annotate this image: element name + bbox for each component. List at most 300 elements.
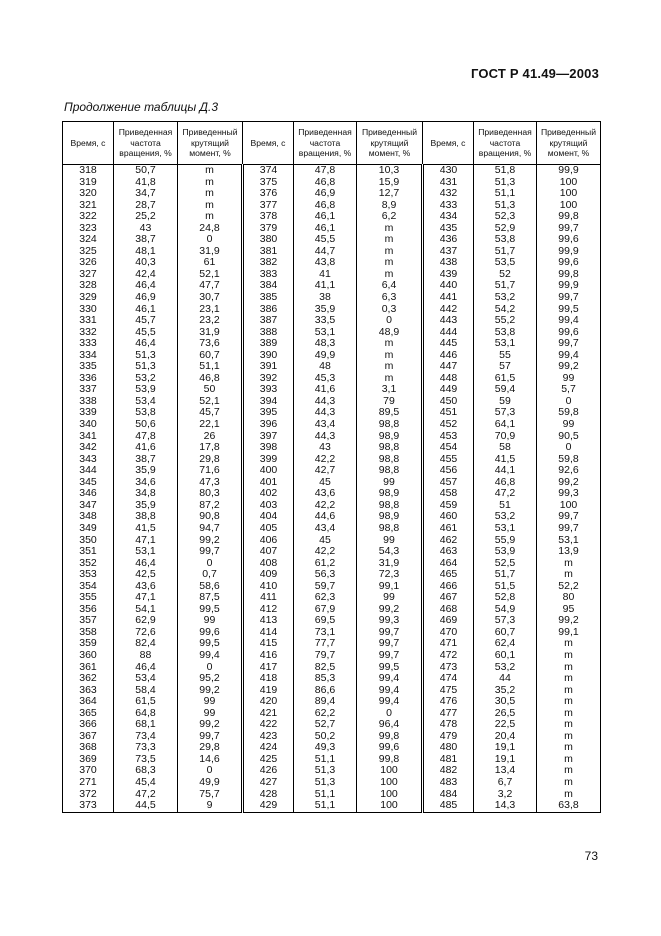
- table-cell: 100: [537, 500, 601, 512]
- table-cell: m: [537, 569, 601, 581]
- table-cell: 3,2: [474, 789, 537, 801]
- table-cell: 35,9: [114, 500, 178, 512]
- table-cell: 353: [63, 569, 114, 581]
- table-cell: 13,4: [474, 765, 537, 777]
- table-cell: 362: [63, 673, 114, 685]
- table-cell: 61,5: [114, 696, 178, 708]
- table-cell: 53,2: [474, 662, 537, 674]
- table-cell: 450: [423, 396, 474, 408]
- table-cell: 399: [243, 454, 294, 466]
- table-cell: 99,6: [357, 742, 423, 754]
- table-cell: 79,7: [294, 650, 357, 662]
- table-cell: 51,7: [474, 280, 537, 292]
- table-cell: 63,8: [537, 800, 601, 812]
- table-cell: 392: [243, 373, 294, 385]
- table-cell: 45,7: [178, 407, 243, 419]
- table-cell: 52,3: [474, 211, 537, 223]
- table-cell: 8,9: [357, 200, 423, 212]
- table-cell: 35,9: [114, 465, 178, 477]
- table-cell: 99,1: [357, 581, 423, 593]
- table-cell: 411: [243, 592, 294, 604]
- table-cell: 99: [537, 419, 601, 431]
- table-cell: 47,3: [178, 477, 243, 489]
- table-cell: 391: [243, 361, 294, 373]
- table-cell: 53,8: [474, 327, 537, 339]
- table-cell: 406: [243, 535, 294, 547]
- table-cell: 47,8: [294, 165, 357, 177]
- table-cell: 403: [243, 500, 294, 512]
- table-cell: 60,7: [178, 350, 243, 362]
- table-cell: 3,1: [357, 384, 423, 396]
- table-cell: 26: [178, 431, 243, 443]
- table-cell: 448: [423, 373, 474, 385]
- table-cell: 51,1: [474, 188, 537, 200]
- table-cell: 13,9: [537, 546, 601, 558]
- table-cell: 463: [423, 546, 474, 558]
- table-cell: 46,8: [294, 177, 357, 189]
- table-cell: 100: [537, 177, 601, 189]
- table-cell: 87,2: [178, 500, 243, 512]
- table-cell: 357: [63, 615, 114, 627]
- table-cell: 59,8: [537, 454, 601, 466]
- table-cell: 421: [243, 708, 294, 720]
- table-cell: 62,3: [294, 592, 357, 604]
- table-row: [63, 165, 601, 177]
- table-cell: 53,1: [474, 338, 537, 350]
- table-cell: 98,8: [357, 419, 423, 431]
- table-cell: 43,6: [294, 488, 357, 500]
- table-cell: 366: [63, 719, 114, 731]
- table-cell: 485: [423, 800, 474, 812]
- table-cell: m: [357, 234, 423, 246]
- table-cell: 473: [423, 662, 474, 674]
- table-cell: 324: [63, 234, 114, 246]
- table-cell: 435: [423, 223, 474, 235]
- table-cell: 47,1: [114, 592, 178, 604]
- table-cell: 75,7: [178, 789, 243, 801]
- table-cell: m: [357, 223, 423, 235]
- table-cell: m: [357, 373, 423, 385]
- table-cell: 44,3: [294, 407, 357, 419]
- table-cell: 373: [63, 800, 114, 812]
- table-cell: 332: [63, 327, 114, 339]
- table-cell: 52,8: [474, 592, 537, 604]
- table-cell: 50,6: [114, 419, 178, 431]
- table-cell: 51,7: [474, 246, 537, 258]
- table-cell: 437: [423, 246, 474, 258]
- table-cell: 475: [423, 685, 474, 697]
- table-cell: 363: [63, 685, 114, 697]
- table-cell: 443: [423, 315, 474, 327]
- table-cell: 398: [243, 442, 294, 454]
- table-cell: 484: [423, 789, 474, 801]
- table-cell: 73,5: [114, 754, 178, 766]
- table-cell: 431: [423, 177, 474, 189]
- table-cell: 29,8: [178, 742, 243, 754]
- table-cell: 99: [357, 477, 423, 489]
- table-cell: 47,8: [114, 431, 178, 443]
- table-cell: 456: [423, 465, 474, 477]
- table-cell: 89,4: [294, 696, 357, 708]
- table-cell: 0: [537, 396, 601, 408]
- table-cell: 355: [63, 592, 114, 604]
- table-cell: 53,9: [114, 384, 178, 396]
- table-cell: 479: [423, 731, 474, 743]
- table-cell: m: [537, 708, 601, 720]
- table-row: [63, 696, 601, 708]
- column-header: Время, с: [243, 122, 294, 165]
- table-cell: 45,5: [114, 327, 178, 339]
- table-row: [63, 523, 601, 535]
- table-cell: m: [537, 731, 601, 743]
- table-cell: 318: [63, 165, 114, 177]
- table-cell: 52,9: [474, 223, 537, 235]
- table-cell: 372: [63, 789, 114, 801]
- table-row: [63, 419, 601, 431]
- table-cell: 99: [178, 708, 243, 720]
- table-cell: 99: [178, 615, 243, 627]
- table-cell: 46,1: [114, 304, 178, 316]
- table-cell: 73,6: [178, 338, 243, 350]
- table-cell: 323: [63, 223, 114, 235]
- table-cell: 56,3: [294, 569, 357, 581]
- table-cell: 44,7: [294, 246, 357, 258]
- table-cell: 99,7: [178, 731, 243, 743]
- table-cell: 23,2: [178, 315, 243, 327]
- table-cell: 98,8: [357, 442, 423, 454]
- table-cell: 389: [243, 338, 294, 350]
- table-cell: 40,3: [114, 257, 178, 269]
- table-cell: 100: [357, 777, 423, 789]
- table-cell: 43,4: [294, 419, 357, 431]
- table-cell: 61: [178, 257, 243, 269]
- table-cell: 62,4: [474, 638, 537, 650]
- table-cell: 482: [423, 765, 474, 777]
- table-cell: 53,2: [474, 292, 537, 304]
- table-cell: 461: [423, 523, 474, 535]
- table-cell: 352: [63, 558, 114, 570]
- table-cell: 427: [243, 777, 294, 789]
- table-cell: 22,5: [474, 719, 537, 731]
- table-cell: 31,9: [178, 246, 243, 258]
- table-cell: 474: [423, 673, 474, 685]
- table-cell: 331: [63, 315, 114, 327]
- table-cell: 451: [423, 407, 474, 419]
- table-cell: 321: [63, 200, 114, 212]
- table-cell: 453: [423, 431, 474, 443]
- table-cell: 99,5: [537, 304, 601, 316]
- table-cell: 271: [63, 777, 114, 789]
- table-cell: 459: [423, 500, 474, 512]
- table-cell: 50,2: [294, 731, 357, 743]
- table-cell: 367: [63, 731, 114, 743]
- table-cell: 374: [243, 165, 294, 177]
- table-cell: 339: [63, 407, 114, 419]
- table-cell: 52,5: [474, 558, 537, 570]
- table-cell: 28,7: [114, 200, 178, 212]
- table-cell: m: [537, 765, 601, 777]
- table-cell: 465: [423, 569, 474, 581]
- table-cell: 35,9: [294, 304, 357, 316]
- table-cell: 90,5: [537, 431, 601, 443]
- table-cell: 85,3: [294, 673, 357, 685]
- table-cell: 408: [243, 558, 294, 570]
- table-cell: 365: [63, 708, 114, 720]
- table-cell: m: [178, 165, 243, 177]
- table-cell: 48,3: [294, 338, 357, 350]
- table-cell: 14,6: [178, 754, 243, 766]
- table-cell: 6,4: [357, 280, 423, 292]
- table-cell: 47,7: [178, 280, 243, 292]
- table-cell: 58,4: [114, 685, 178, 697]
- table-row: [63, 315, 601, 327]
- table-cell: 99,6: [537, 327, 601, 339]
- table-cell: 440: [423, 280, 474, 292]
- table-cell: 343: [63, 454, 114, 466]
- table-cell: 15,9: [357, 177, 423, 189]
- table-cell: 5,7: [537, 384, 601, 396]
- table-cell: 99,5: [357, 662, 423, 674]
- table-cell: 59,4: [474, 384, 537, 396]
- table-cell: 54,2: [474, 304, 537, 316]
- table-cell: 43,4: [294, 523, 357, 535]
- table-cell: 10,3: [357, 165, 423, 177]
- table-cell: 422: [243, 719, 294, 731]
- table-cell: 436: [423, 234, 474, 246]
- table-cell: 99,4: [357, 673, 423, 685]
- table-cell: 49,9: [294, 350, 357, 362]
- table-cell: 53,2: [114, 373, 178, 385]
- table-cell: 384: [243, 280, 294, 292]
- table-cell: 31,9: [357, 558, 423, 570]
- table-cell: m: [357, 350, 423, 362]
- table-cell: 400: [243, 465, 294, 477]
- table-cell: 99,6: [537, 257, 601, 269]
- table-cell: 51,1: [294, 800, 357, 812]
- table-cell: 60,1: [474, 650, 537, 662]
- table-cell: 95,2: [178, 673, 243, 685]
- table-cell: 333: [63, 338, 114, 350]
- table-cell: m: [537, 650, 601, 662]
- table-cell: 483: [423, 777, 474, 789]
- table-cell: 350: [63, 535, 114, 547]
- table-cell: 42,7: [294, 465, 357, 477]
- table-cell: 47,1: [114, 535, 178, 547]
- table-cell: 59,7: [294, 581, 357, 593]
- table-cell: 477: [423, 708, 474, 720]
- table-cell: 60,7: [474, 627, 537, 639]
- table-cell: 405: [243, 523, 294, 535]
- table-cell: 99,2: [178, 685, 243, 697]
- table-cell: 94,7: [178, 523, 243, 535]
- table-row: [63, 569, 601, 581]
- table-cell: 64,1: [474, 419, 537, 431]
- table-cell: 95: [537, 604, 601, 616]
- table-cell: 46,8: [178, 373, 243, 385]
- table-cell: 42,4: [114, 269, 178, 281]
- table-cell: 336: [63, 373, 114, 385]
- table-cell: 99,4: [178, 650, 243, 662]
- table-cell: 360: [63, 650, 114, 662]
- table-cell: 41,5: [114, 523, 178, 535]
- column-header: Приведенный крутящий момент, %: [537, 122, 601, 165]
- table-cell: 419: [243, 685, 294, 697]
- table-cell: 46,4: [114, 280, 178, 292]
- table-cell: 53,1: [474, 523, 537, 535]
- table-cell: 0: [357, 315, 423, 327]
- table-cell: 23,1: [178, 304, 243, 316]
- table-cell: 55,9: [474, 535, 537, 547]
- table-cell: 99,4: [537, 350, 601, 362]
- table-cell: 328: [63, 280, 114, 292]
- table-cell: 51,1: [178, 361, 243, 373]
- table-cell: 41,6: [114, 442, 178, 454]
- table-cell: 99,5: [178, 638, 243, 650]
- table-cell: 433: [423, 200, 474, 212]
- table-cell: 460: [423, 511, 474, 523]
- table-cell: 99,9: [537, 165, 601, 177]
- table-cell: 375: [243, 177, 294, 189]
- table-cell: 342: [63, 442, 114, 454]
- table-cell: 414: [243, 627, 294, 639]
- table-cell: 48,9: [357, 327, 423, 339]
- table-cell: 62,9: [114, 615, 178, 627]
- table-cell: 335: [63, 361, 114, 373]
- table-cell: 46,8: [474, 477, 537, 489]
- table-cell: 90,8: [178, 511, 243, 523]
- table-cell: 53,8: [474, 234, 537, 246]
- table-cell: 329: [63, 292, 114, 304]
- table-cell: 99,4: [537, 315, 601, 327]
- table-cell: 466: [423, 581, 474, 593]
- table-cell: 53,4: [114, 396, 178, 408]
- table-cell: 50: [178, 384, 243, 396]
- table-cell: 458: [423, 488, 474, 500]
- table-cell: 429: [243, 800, 294, 812]
- table-cell: 401: [243, 477, 294, 489]
- table-cell: 99,7: [537, 292, 601, 304]
- table-cell: 100: [537, 200, 601, 212]
- table-cell: m: [537, 789, 601, 801]
- table-cell: 98,9: [357, 488, 423, 500]
- table-cell: 86,6: [294, 685, 357, 697]
- table-cell: 99,4: [357, 685, 423, 697]
- table-cell: 53,5: [474, 257, 537, 269]
- table-cell: 51,3: [294, 765, 357, 777]
- table-cell: 45,5: [294, 234, 357, 246]
- table-cell: 445: [423, 338, 474, 350]
- table-cell: 99,4: [357, 696, 423, 708]
- table-cell: 80,3: [178, 488, 243, 500]
- table-cell: 80: [537, 592, 601, 604]
- table-cell: 409: [243, 569, 294, 581]
- table-cell: 358: [63, 627, 114, 639]
- table-cell: 99,2: [178, 719, 243, 731]
- table-cell: 478: [423, 719, 474, 731]
- table-cell: 476: [423, 696, 474, 708]
- table-cell: 14,3: [474, 800, 537, 812]
- table-cell: 25,2: [114, 211, 178, 223]
- column-header: Приведенная частота вращения, %: [294, 122, 357, 165]
- table-cell: 38: [294, 292, 357, 304]
- table-cell: 327: [63, 269, 114, 281]
- table-cell: 57,3: [474, 615, 537, 627]
- table-row: [63, 188, 601, 200]
- table-cell: 54,1: [114, 604, 178, 616]
- table-cell: 38,8: [114, 511, 178, 523]
- table-cell: 469: [423, 615, 474, 627]
- table-cell: 438: [423, 257, 474, 269]
- table-cell: 52,1: [178, 269, 243, 281]
- table-row: [63, 292, 601, 304]
- table-cell: 452: [423, 419, 474, 431]
- table-cell: 376: [243, 188, 294, 200]
- table-cell: 100: [357, 765, 423, 777]
- table-cell: 420: [243, 696, 294, 708]
- table-cell: 9: [178, 800, 243, 812]
- table-cell: 467: [423, 592, 474, 604]
- table-cell: 35,2: [474, 685, 537, 697]
- table-cell: 354: [63, 581, 114, 593]
- table-cell: 47,2: [474, 488, 537, 500]
- table-cell: 325: [63, 246, 114, 258]
- table-cell: m: [537, 638, 601, 650]
- column-header: Приведенный крутящий момент, %: [178, 122, 243, 165]
- table-cell: 46,8: [294, 200, 357, 212]
- table-cell: 99,7: [537, 511, 601, 523]
- table-cell: 413: [243, 615, 294, 627]
- table-cell: 417: [243, 662, 294, 674]
- table-cell: 72,3: [357, 569, 423, 581]
- table-cell: 99,3: [537, 488, 601, 500]
- table-cell: m: [537, 754, 601, 766]
- table-cell: 6,2: [357, 211, 423, 223]
- table-cell: 46,4: [114, 558, 178, 570]
- table-cell: 53,1: [537, 535, 601, 547]
- table-cell: 44: [474, 673, 537, 685]
- table-cell: 58: [474, 442, 537, 454]
- table-cell: 46,1: [294, 223, 357, 235]
- table-cell: 99,7: [537, 523, 601, 535]
- header-row: [63, 122, 601, 165]
- table-row: [63, 777, 601, 789]
- table-row: [63, 800, 601, 812]
- table-cell: 0: [178, 662, 243, 674]
- table-cell: 98,8: [357, 454, 423, 466]
- table-cell: 386: [243, 304, 294, 316]
- table-cell: 412: [243, 604, 294, 616]
- table-cell: m: [357, 257, 423, 269]
- table-cell: 385: [243, 292, 294, 304]
- table-cell: 98,9: [357, 431, 423, 443]
- table-cell: 99,9: [537, 246, 601, 258]
- table-cell: 72,6: [114, 627, 178, 639]
- table-row: [63, 442, 601, 454]
- table-cell: 449: [423, 384, 474, 396]
- table-cell: 416: [243, 650, 294, 662]
- table-cell: 99,2: [178, 535, 243, 547]
- table-cell: 424: [243, 742, 294, 754]
- column-header: Приведенная частота вращения, %: [474, 122, 537, 165]
- data-table: [62, 121, 601, 813]
- table-cell: 51,3: [474, 200, 537, 212]
- table-cell: 326: [63, 257, 114, 269]
- table-cell: 99,7: [357, 627, 423, 639]
- table-cell: 359: [63, 638, 114, 650]
- table-cell: 99,2: [357, 604, 423, 616]
- table-cell: 447: [423, 361, 474, 373]
- table-cell: 51,3: [114, 361, 178, 373]
